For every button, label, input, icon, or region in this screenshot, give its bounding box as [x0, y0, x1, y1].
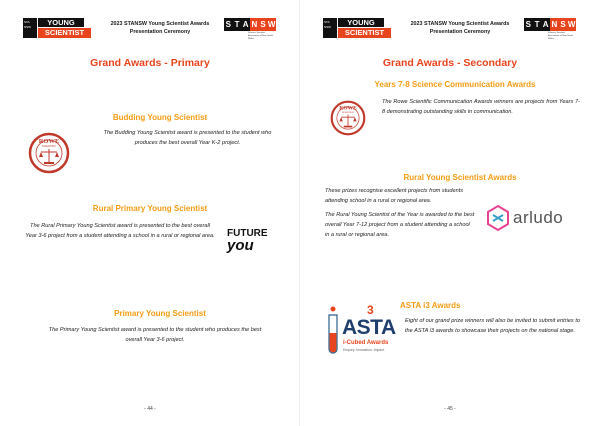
- page-number: - 44 -: [144, 406, 156, 412]
- young-scientist-logo: STA NSW YOUNG SCIENTIST: [23, 18, 91, 38]
- section-title-budding: Budding Young Scientist: [112, 113, 208, 122]
- section-text-asta: Eight of our grand prize winners will also be invited to submit entries to the ASTA i3 awards to showcase their projects on the national stage.: [405, 318, 580, 334]
- section-title-rural-primary: Rural Primary Young Scientist: [92, 204, 208, 213]
- logo-scientist-text: SCIENTIST: [38, 28, 91, 38]
- future-you-logo: FUTURE you: [227, 228, 268, 254]
- section-title-communication: Years 7-8 Science Communication Awards: [374, 80, 536, 89]
- section-text-budding: The Budding Young Scientist award is presented to the student who produces the best overall Year K-2 project.: [103, 130, 272, 146]
- svg-text:SCIENTIFIC: SCIENTIFIC: [342, 111, 354, 114]
- section-title-asta: ASTA i3 Awards: [400, 301, 461, 310]
- stansw-logo: S T A N S W Science Teachers' Association of New South Wales: [225, 20, 276, 40]
- logo-young-text: YOUNG: [338, 18, 384, 27]
- header-title: 2023 STANSW Young Scientist Awards Presentation Ceremony: [410, 21, 510, 35]
- page-heading: Grand Awards - Primary: [90, 57, 210, 69]
- section-text-primary: The Primary Young Scientist award is presented to the student who produces the best overall Year 3-6 project.: [48, 327, 262, 343]
- young-scientist-logo: STA NSW YOUNG SCIENTIST: [323, 18, 391, 38]
- svg-text:SCIENTIFIC: SCIENTIFIC: [42, 145, 56, 148]
- header-title: 2023 STANSW Young Scientist Awards Presentation Ceremony: [110, 21, 210, 35]
- logo-young-text: YOUNG: [38, 18, 84, 27]
- rowe-scientific-logo: [28, 130, 70, 181]
- logo-scientist-text: SCIENTIST: [338, 28, 391, 38]
- page-number: - 45 -: [444, 406, 456, 412]
- right-page: [300, 0, 600, 426]
- rowe-scientific-logo: [330, 97, 366, 144]
- svg-text:ROWE: ROWE: [339, 105, 357, 112]
- section-title-primary: Primary Young Scientist: [114, 309, 206, 318]
- page-heading: Grand Awards - Secondary: [382, 57, 518, 69]
- section-title-rural-secondary: Rural Young Scientist Awards: [403, 173, 517, 182]
- asta-i3-logo: 3 ASTA i-Cubed Awards Enquiry. Innovation. Impact.: [324, 303, 404, 361]
- section-text-communication: The Rowe Scientific Communication Awards winners are projects from Years 7-8 demonstrating outstanding skills in communication.: [382, 99, 580, 115]
- section-text-rural-secondary: These prizes recognise excellent projects from students attending school in a rural or regional area. The Rural Young Scientist of the Year is awarded to the best overall Year 7-12 project from a student attending a school in a rural or regional area.: [325, 188, 475, 238]
- svg-text:ROWE: ROWE: [38, 138, 60, 145]
- arludo-logo: arludo: [485, 203, 563, 233]
- stansw-logo: S T A N S W Science Teachers' Association of New South Wales: [525, 20, 576, 40]
- section-text-rural-primary: The Rural Primary Young Scientist award is presented to the best overall Year 3-6 project from a student attending a school in a rural or regional area.: [25, 223, 215, 239]
